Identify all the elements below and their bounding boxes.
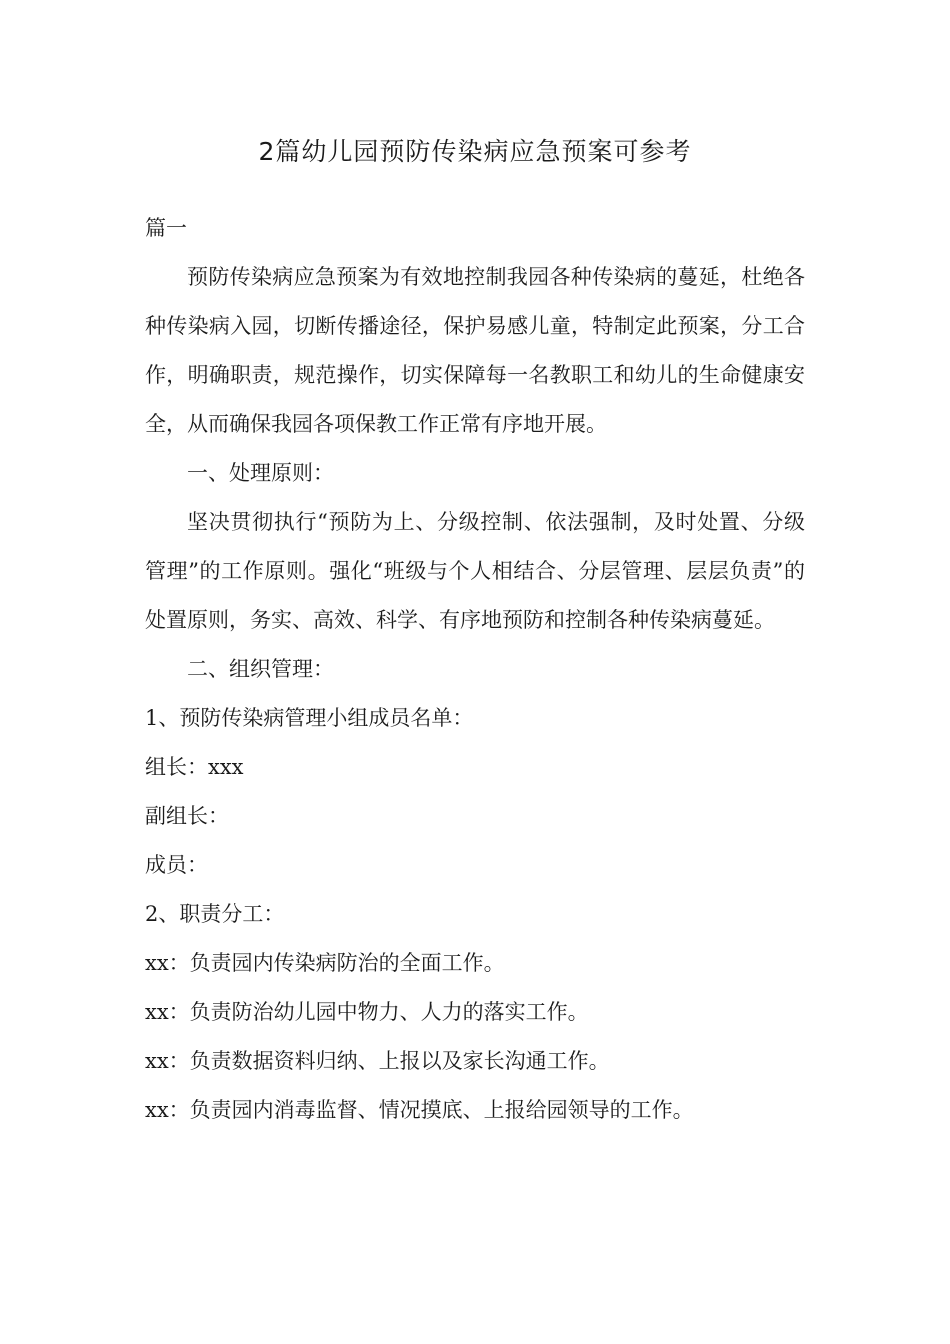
- duty-item: xx：负责园内传染病防治的全面工作。: [145, 951, 505, 975]
- duty-item: xx：负责园内消毒监督、情况摸底、上报给园领导的工作。: [145, 1098, 694, 1122]
- section-label: 篇一: [145, 216, 187, 240]
- deputy-line: 副组长：: [145, 804, 229, 828]
- subheading-duties: 2、职责分工：: [145, 902, 285, 926]
- members-line: 成员：: [145, 853, 208, 877]
- principles-paragraph: 坚决贯彻执行“预防为上、分级控制、依法强制，及时处置、分级管理”的工作原则。强化“班级与个人相结合、分层管理、层层负责”的处置原则，务实、高效、科学、有序地预防和控制各种传染病蔓延。: [145, 510, 805, 632]
- leader-line: 组长：xxx: [145, 755, 244, 779]
- duty-item: xx：负责防治幼儿园中物力、人力的落实工作。: [145, 1000, 589, 1024]
- heading-principles: 一、处理原则：: [187, 461, 334, 485]
- subheading-member-list: 1、预防传染病管理小组成员名单：: [145, 706, 474, 730]
- document-body: [145, 204, 805, 1135]
- intro-paragraph: 预防传染病应急预案为有效地控制我园各种传染病的蔓延，杜绝各种传染病入园，切断传播途径，保护易感儿童，特制定此预案，分工合作，明确职责，规范操作，切实保障每一名教职工和幼儿的生命健康安全，从而确保我园各项保教工作正常有序地开展。: [145, 265, 805, 436]
- duty-item: xx：负责数据资料归纳、上报以及家长沟通工作。: [145, 1049, 610, 1073]
- heading-organization: 二、组织管理：: [187, 657, 334, 681]
- document-title: 2篇幼儿园预防传染病应急预案可参考: [258, 137, 692, 166]
